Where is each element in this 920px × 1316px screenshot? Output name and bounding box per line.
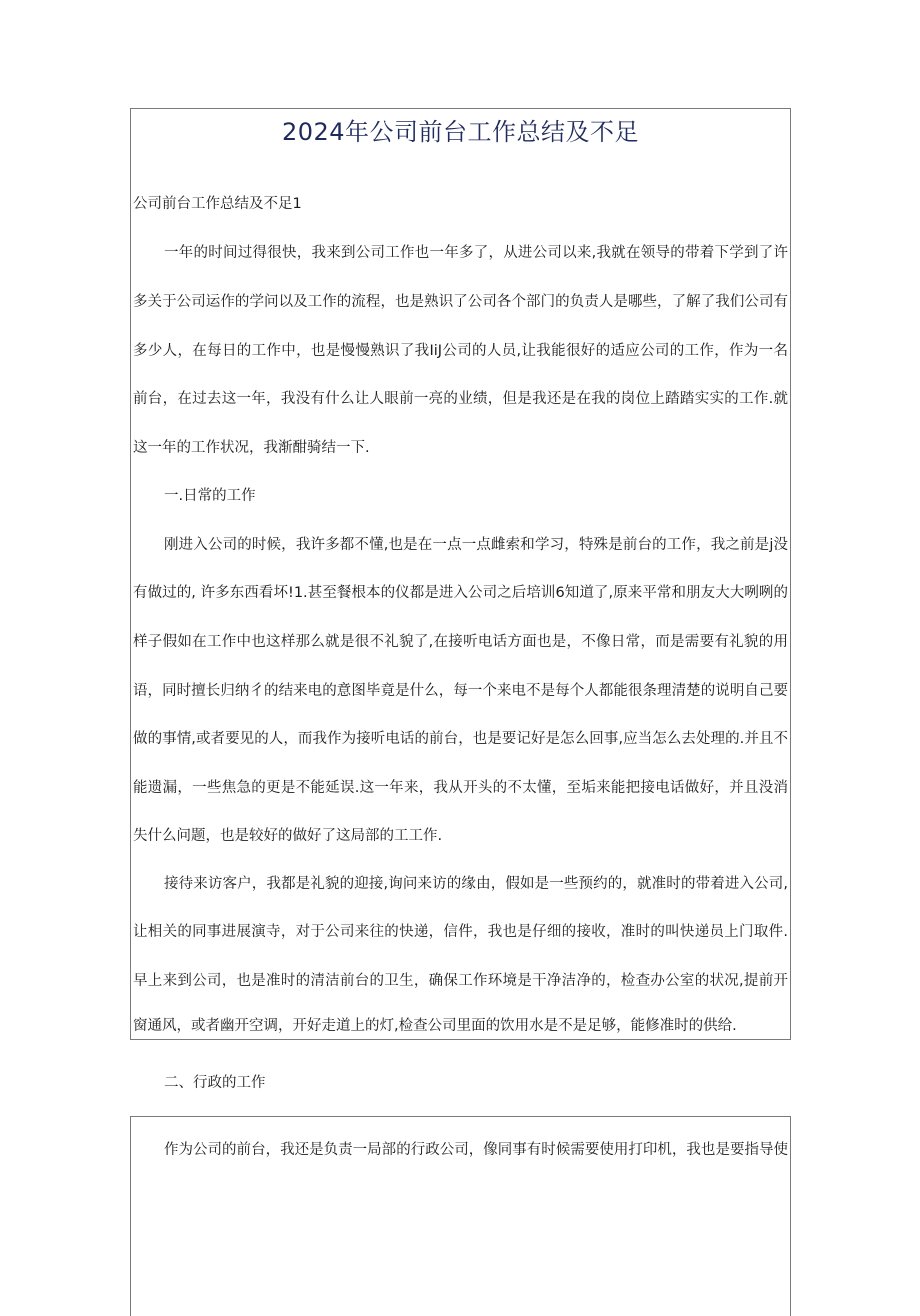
paragraph-line: 这一年的工作状况，我渐酣骑结一下. [133, 440, 370, 456]
document-title: 2024年公司前台工作总结及不足 [281, 118, 640, 146]
paragraph-line: 有做过的, 许多东西看坏!1.甚至餐根本的仪都是进入公司之后培训6知道了,原来平常和朋友大大咧咧的 [133, 585, 788, 601]
paragraph-line: 前台，在过去这一年，我没有什么让人眼前一亮的业绩，但是我还是在我的岗位上踏踏实实的工作.就 [133, 391, 788, 407]
paragraph-line: 一年的时间过得很快，我来到公司工作也一年多了，从进公司以来,我就在领导的带着下学到了许 [164, 245, 788, 261]
paragraph-line: 语，同时擅长归纳彳的结来电的意图毕竟是什么，每一个来电不是每个人都能很条理清楚的说明自己要 [133, 683, 788, 699]
section-heading: 一.日常的工作 [164, 488, 256, 504]
paragraph-line: 多关于公司运作的学问以及工作的流程，也是熟识了公司各个部门的负责人是哪些，了解了我们公司有 [133, 294, 788, 310]
paragraph-line: 接待来访客户，我都是礼貌的迎接,询问来访的缘由，假如是一些预约的，就准时的带着进入公司, [164, 876, 788, 892]
paragraph-line: 做的事情,或者要见的人，而我作为接听电话的前台，也是要记好是怎么回事,应当怎么去处理的.并且不 [133, 731, 788, 747]
paragraph-line: 样子假如在工作中也这样那么就是很不礼貌了,在接听电话方面也是，不像日常，而是需要有礼貌的用 [133, 634, 788, 650]
paragraph-line: 失什么问题，也是较好的做好了这局部的工工作. [133, 828, 443, 844]
paragraph-line: 能遗漏，一些焦急的更是不能延误.这一年来，我从开头的不太懂，至垢来能把接电话做好，并且没消 [133, 780, 788, 796]
section-heading: 二、行政的工作 [164, 1075, 266, 1091]
paragraph-line: 多少人，在每日的工作中，也是慢慢熟识了我IiJ公司的人员,让我能很好的适应公司的工作，作为一名 [133, 343, 788, 359]
paragraph-line: 早上来到公司，也是准时的清洁前台的卫生，确保工作环境是干净洁净的，检查办公室的状况,提前开 [133, 973, 788, 989]
document-subtitle: 公司前台工作总结及不足1 [133, 196, 302, 212]
paragraph-line: 作为公司的前台，我还是负责一局部的行政公司，像同事有时候需要使用打印机，我也是要指导使 [164, 1142, 788, 1158]
paragraph-line: 让相关的同事进展演寺，对于公司来往的快递，信件，我也是仔细的接收，准时的叫快递员上门取件. [133, 924, 788, 940]
paragraph-line: 刚进入公司的时候，我许多都不懂,也是在一点一点雌索和学习，特殊是前台的工作，我之前是j没 [164, 537, 788, 553]
paragraph-line: 窗通风，或者幽开空调，开好走道上的灯,检查公司里面的饮用水是不是足够，能修准时的供给. [133, 1018, 737, 1034]
